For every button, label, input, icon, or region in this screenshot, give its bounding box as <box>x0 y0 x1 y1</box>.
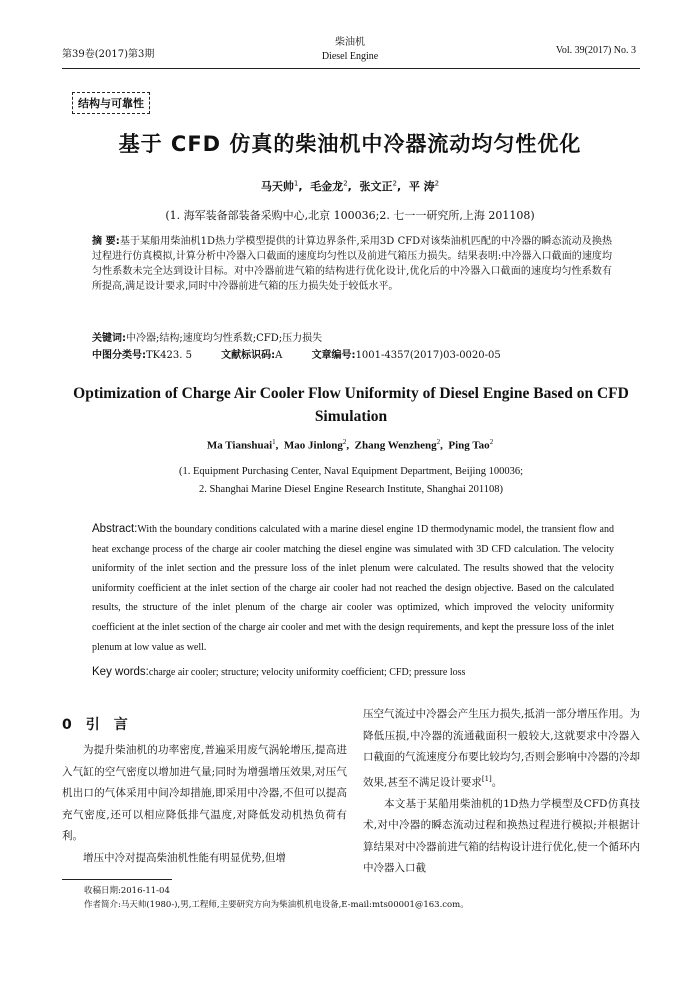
author-name: 马天帅 <box>260 180 294 193</box>
affiliation-line: 2. Shanghai Marine Diesel Engine Research Institute, Shanghai 201108) <box>198 484 504 495</box>
body-paragraph: 增压中冷对提高柴油机性能有明显优势,但增 <box>83 851 286 864</box>
author-affiliation-mark: 2 <box>489 438 494 446</box>
citation-mark: [1] <box>481 774 492 783</box>
body-paragraph: 本文基于某船用柴油机的1D热力学模型及CFD仿真技术,对中冷器的瞬态流动过程和换热过程进行模拟;并根据计算结果对中冷器前进气箱的结构设计进行优化,使一个循环内中冷器入口截 <box>363 797 640 874</box>
abstract-cn-label: 摘 要: <box>92 236 120 247</box>
author-affiliation-mark: 1 <box>293 179 299 188</box>
paper-title-en: Optimization of Charge Air Cooler Flow Uniformity of Diesel Engine Based on CFD Simulation <box>73 385 629 425</box>
journal-issue-cn: 第39卷(2017)第3期 <box>62 49 155 60</box>
author-bio: 作者简介:马天帅(1980-),男,工程师,主要研究方向为柴油机机电设备,E-mail:mts00001@163.com。 <box>84 900 469 910</box>
abstract-cn <box>92 234 612 294</box>
author-affiliation-mark: 2 <box>434 179 440 188</box>
continuation-text: 压空气流过中冷器会产生压力损失,抵消一部分增压作用。为降低压损,中冷器的流通截面积一般较大,这就要求中冷器入口截面的气流速度分布要比较均匀,否则会影响中冷器的冷却效果,甚至不满足设计要求 <box>363 708 640 788</box>
affiliation-line: (1. Equipment Purchasing Center, Naval Equipment Department, Beijing 100036; <box>179 466 523 477</box>
author-name: Ping Tao <box>448 439 490 452</box>
article-number-label: 文章编号: <box>311 350 356 361</box>
abstract-en-text: With the boundary conditions calculated with a marine diesel engine 1D thermodynamic model, the transient flow and heat exchange process of the charge air cooler matching the diesel engine was simulated with 3D CFD calculation. The velocity uniformity of the inlet section and the pressure loss of the inlet plenum were calculated. The results showed that the velocity uniformity coefficient at the inlet section of the charge air cooler had not reached the design objective. Based on the calculated results, the structure of the inlet plenum of the charge air cooler was optimized, which improved the velocity uniformity coefficient at the inlet section of the charge air cooler and met with the design requirements, and kept the pressure loss of the inlet plenum at low value as well. <box>92 524 614 653</box>
author-affiliation-mark: 2 <box>343 179 348 188</box>
clc-value: TK423. 5 <box>146 350 192 361</box>
section-number: 0 <box>62 717 72 733</box>
received-date: 收稿日期:2016-11-04 <box>84 886 170 896</box>
body-column-right <box>363 704 640 880</box>
keywords-en-text: charge air cooler; structure; velocity uniformity coefficient; CFD; pressure loss <box>148 667 466 678</box>
author-list-en: Ma Tianshuai$^1$, Mao Jinlong$^2$, Zhang Wenzheng$^2$, Ping Tao$^2$ <box>206 438 494 452</box>
section-heading <box>62 714 142 734</box>
keywords-en-label: Key words: <box>92 666 149 678</box>
author-affiliation-mark: 1 <box>272 438 276 446</box>
paper-title-cn: 基于 CFD 仿真的柴油机中冷器流动均匀性优化 <box>118 132 582 156</box>
affiliations-en <box>62 463 640 499</box>
author-name: 毛金龙 <box>310 180 344 193</box>
abstract-cn-text: 基于某船用柴油机1D热力学模型提供的计算边界条件,采用3D CFD对该柴油机匹配的中冷器的瞬态流动及换热过程进行仿真模拟,计算分析中冷器入口截面的速度均匀性以及前进气箱压力损失。结果表明:中冷器入口截面的速度均匀性系数未完全达到设计目标。对中冷器前进气箱的结构进行优化设计,优化后的中冷器入口截面的速度均匀性系数有所提高,满足设计要求,同时中冷器前进气箱的压力损失处于较低水平。 <box>92 236 612 292</box>
continuation-end: 。 <box>491 776 503 788</box>
journal-issue-en: Vol. 39(2017) No. 3 <box>555 45 636 56</box>
keywords-cn <box>92 329 612 344</box>
author-affiliation-mark: 2 <box>392 179 397 188</box>
author-name: 张文正 <box>359 180 393 193</box>
body-column-left <box>62 740 347 869</box>
header-divider <box>62 68 640 69</box>
author-list-cn: 马天帅$^1$, 毛金龙$^2$, 张文正$^2$, 平 涛$^2$ <box>260 179 440 193</box>
keywords-cn-label: 关键词: <box>92 333 126 344</box>
keywords-en <box>92 666 614 678</box>
abstract-en-label: Abstract: <box>92 523 138 535</box>
doc-code-value: A <box>275 350 283 361</box>
footnote-divider <box>62 879 172 880</box>
section-tag: 结构与可靠性 <box>72 92 150 114</box>
doc-code-label: 文献标识码: <box>221 350 276 361</box>
author-affiliation-mark: 2 <box>342 438 347 446</box>
author-name: Ma Tianshuai <box>206 439 273 452</box>
author-name: Zhang Wenzheng <box>354 439 437 452</box>
article-number-value: 1001-4357(2017)03-0020-05 <box>355 350 501 361</box>
body-paragraph-continuation <box>363 704 640 794</box>
journal-name-cn: 柴油机 <box>335 37 365 48</box>
section-title: 引言 <box>85 717 142 733</box>
journal-name-en: Diesel Engine <box>321 51 379 62</box>
body-paragraph: 为提升柴油机的功率密度,普遍采用废气涡轮增压,提高进入气缸的空气密度以增加进气量;同时为增强增压效果,对压气机出口的气体采用中间冷却措施,即采用中冷器,不但可以提高充气密度,还可以相应降低排气温度,对降低发动机热负荷有利。 <box>62 744 347 842</box>
author-name: 平 涛 <box>408 180 435 193</box>
classification-line <box>92 346 632 361</box>
author-affiliation-mark: 2 <box>436 438 441 446</box>
affiliations-cn: (1. 海军装备部装备采购中心,北京 100036;2. 七一一研究所,上海 201108) <box>165 209 535 222</box>
author-name: Mao Jinlong <box>283 439 343 452</box>
abstract-en <box>92 520 614 657</box>
clc-label: 中图分类号: <box>92 350 146 361</box>
keywords-cn-text: 中冷器;结构;速度均匀性系数;CFD;压力损失 <box>126 333 323 344</box>
